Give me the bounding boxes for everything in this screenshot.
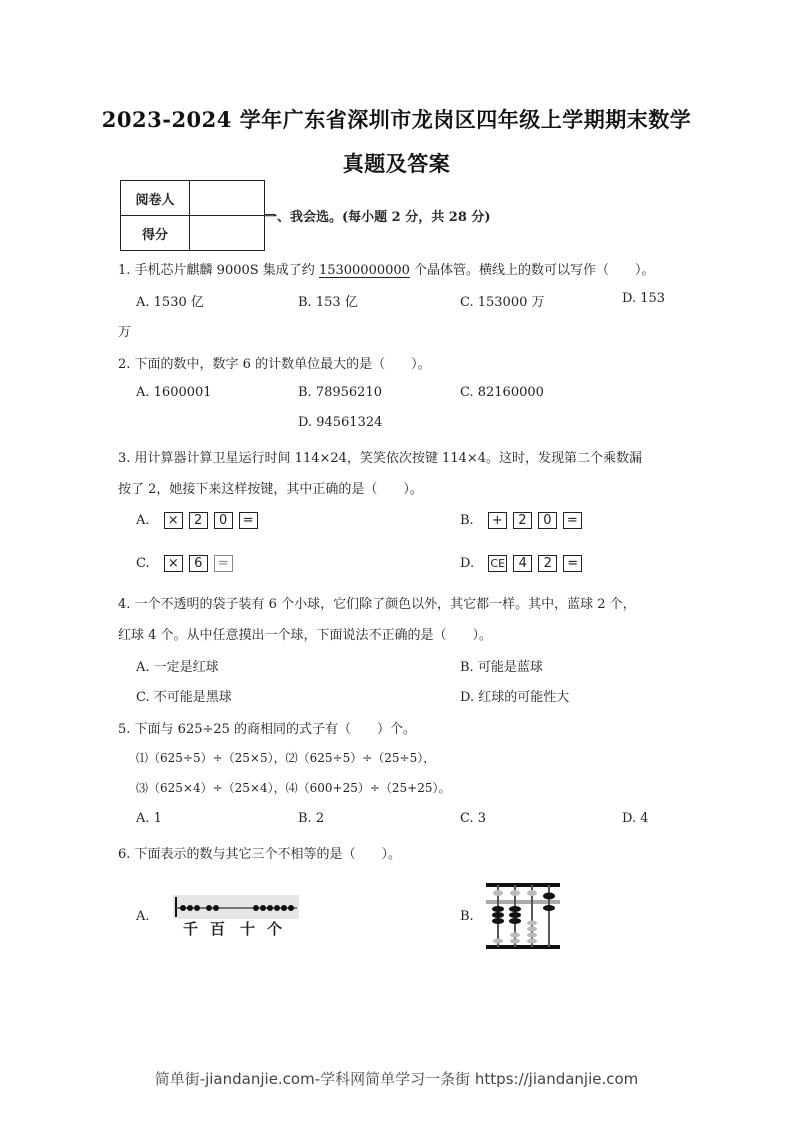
score-table bbox=[120, 180, 265, 251]
q5-option-b[interactable]: B. 2 bbox=[298, 811, 325, 826]
question-4-line1: 4. 一个不透明的袋子装有 6 个小球，它们除了颜色以外，其它都一样。其中，蓝球 2 个， bbox=[118, 597, 636, 612]
digit-key-icon: 2 bbox=[538, 555, 557, 572]
question-4-line2: 红球 4 个。从中任意摸出一个球，下面说法不正确的是（ ）。 bbox=[118, 628, 493, 643]
digit-key-icon: 2 bbox=[513, 512, 532, 529]
q2-option-d[interactable]: D. 94561324 bbox=[298, 415, 383, 430]
q1-option-a[interactable]: A. 1530 亿 bbox=[136, 295, 204, 310]
underlined-number: 15300000000 bbox=[318, 263, 410, 278]
place-label-tens: 十 bbox=[240, 920, 256, 938]
section-heading: 一、我会选。(每小题 2 分，共 28 分) bbox=[264, 210, 491, 225]
multiply-key-icon: × bbox=[164, 512, 183, 529]
footer-watermark: 简单街-jiandanjie.com-学科网简单学习一条街 https://jiandanjie.com bbox=[154, 1070, 639, 1088]
digit-key-icon: 2 bbox=[189, 512, 208, 529]
q1-option-b[interactable]: B. 153 亿 bbox=[298, 295, 358, 310]
equals-key-icon: = bbox=[239, 512, 258, 529]
q4-option-d[interactable]: D. 红球的可能性大 bbox=[460, 690, 570, 705]
equals-key-icon: = bbox=[563, 512, 582, 529]
question-3-line2: 按了 2，她接下来这样按键，其中正确的是（ ）。 bbox=[118, 482, 423, 497]
document-title-line1: 2023-2024 学年广东省深圳市龙岗区四年级上学期期末数学 bbox=[101, 107, 692, 132]
clear-entry-key-icon: CE bbox=[488, 555, 507, 572]
q5-expressions-line1: ⑴（625÷5）÷（25×5），⑵（625÷5）÷（25÷5）， bbox=[136, 751, 436, 765]
q5-option-d[interactable]: D. 4 bbox=[622, 811, 649, 826]
q2-option-a[interactable]: A. 1600001 bbox=[136, 385, 212, 400]
multiply-key-icon: × bbox=[164, 555, 183, 572]
digit-key-icon: 4 bbox=[513, 555, 532, 572]
question-6: 6. 下面表示的数与其它三个不相等的是（ ）。 bbox=[118, 847, 402, 862]
q3-option-b[interactable]: B. + 2 0 = bbox=[460, 512, 588, 529]
place-label-thousands: 千 bbox=[183, 920, 199, 938]
document-title-line2: 真题及答案 bbox=[342, 151, 451, 176]
q2-option-c[interactable]: C. 82160000 bbox=[460, 385, 544, 400]
plus-key-icon: + bbox=[488, 512, 507, 529]
digit-key-icon: 6 bbox=[189, 555, 208, 572]
place-label-hundreds: 百 bbox=[210, 920, 226, 938]
q3-option-c[interactable]: C. × 6 = bbox=[136, 555, 239, 572]
q5-expressions-line2: ⑶（625×4）÷（25×4），⑷（600+25）÷（25+25）。 bbox=[136, 781, 451, 795]
digit-key-icon: 0 bbox=[538, 512, 557, 529]
equals-key-icon: = bbox=[563, 555, 582, 572]
digit-key-icon: 0 bbox=[214, 512, 233, 529]
question-3-line1: 3. 用计算器计算卫星运行时间 114×24，笑笑依次按键 114×4。这时，发现第二个乘数漏 bbox=[118, 451, 643, 466]
question-2: 2. 下面的数中，数字 6 的计数单位最大的是（ ）。 bbox=[118, 357, 431, 372]
q1-option-d[interactable]: D. 153 bbox=[622, 291, 666, 306]
q6-option-a-label[interactable]: A. bbox=[136, 909, 150, 924]
place-label-ones: 个 bbox=[267, 920, 283, 938]
q4-option-c[interactable]: C. 不可能是黑球 bbox=[136, 690, 232, 705]
question-5: 5. 下面与 625÷25 的商相同的式子有（ ）个。 bbox=[118, 722, 417, 737]
abacus-icon bbox=[484, 881, 562, 951]
grader-label: 阅卷人 bbox=[121, 181, 190, 216]
question-1: 1. 手机芯片麒麟 9000S 集成了约 15300000000 个晶体管。横线上的数可以写作（ ）。 bbox=[118, 263, 655, 278]
q2-option-b[interactable]: B. 78956210 bbox=[298, 385, 382, 400]
equals-key-icon: = bbox=[214, 555, 233, 572]
q3-option-a[interactable]: A. × 2 0 = bbox=[136, 512, 264, 529]
q5-option-a[interactable]: A. 1 bbox=[136, 811, 162, 826]
q1-option-c[interactable]: C. 153000 万 bbox=[460, 295, 545, 310]
q4-option-b[interactable]: B. 可能是蓝球 bbox=[460, 660, 543, 675]
q1-option-d-wrap: 万 bbox=[118, 325, 132, 340]
q3-option-d[interactable]: D. CE 4 2 = bbox=[460, 555, 588, 572]
score-label: 得分 bbox=[121, 216, 190, 251]
grader-field[interactable] bbox=[190, 181, 265, 216]
q5-option-c[interactable]: C. 3 bbox=[460, 811, 487, 826]
score-field[interactable] bbox=[190, 216, 265, 251]
q4-option-a[interactable]: A. 一定是红球 bbox=[136, 660, 219, 675]
q6-option-b-label[interactable]: B. bbox=[460, 909, 474, 924]
